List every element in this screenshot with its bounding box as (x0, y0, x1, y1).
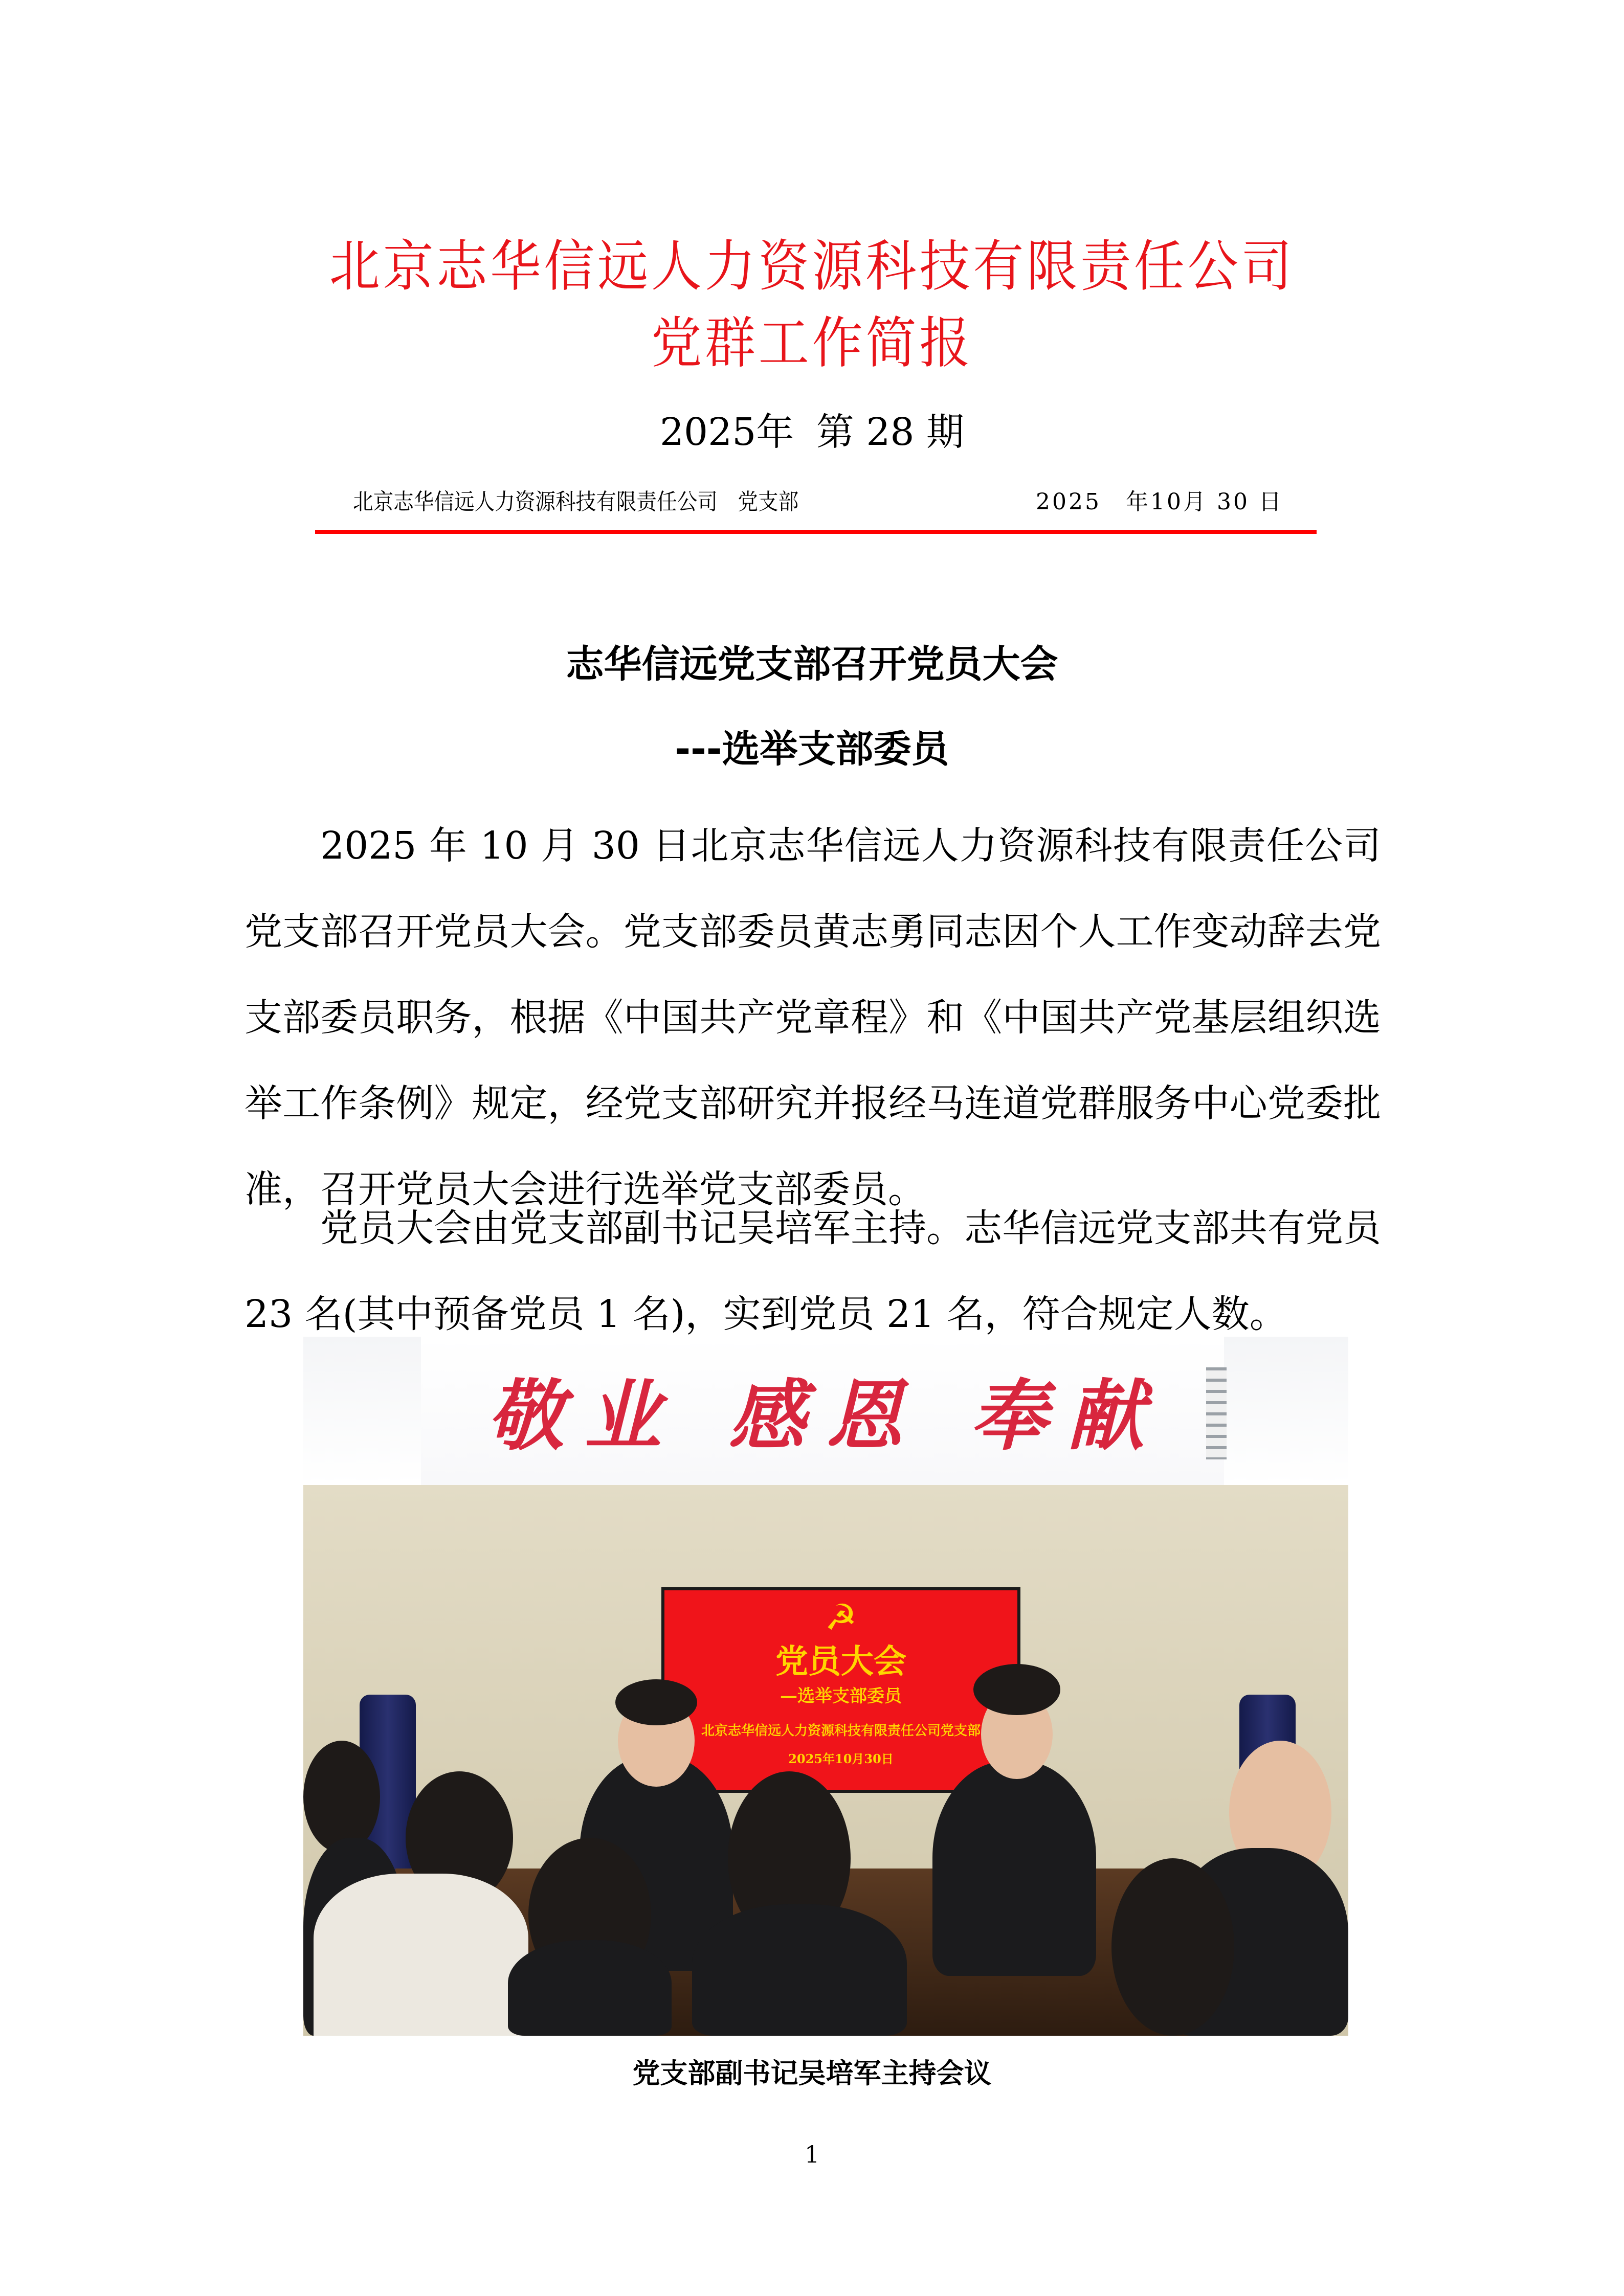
issue-number: 第 28 期 (816, 410, 965, 454)
issue-year: 2025年 (659, 410, 794, 454)
attendee-left-head (303, 1741, 380, 1853)
screen-subtitle: —选举支部委员 (780, 1686, 902, 1706)
vent-grille (1206, 1367, 1227, 1459)
wall-slogan: 敬业 感恩 奉献 (487, 1371, 1165, 1461)
article-subtitle: ---选举支部委员 (675, 727, 949, 771)
article-title: 志华信远党支部召开党员大会 (566, 642, 1058, 686)
page-number: 1 (804, 2141, 820, 2168)
attendee (692, 1904, 907, 2036)
attendee-head (1111, 1858, 1234, 2036)
display-screen (661, 1587, 1020, 1793)
party-emblem-icon: ☭ (825, 1596, 857, 1638)
person-hair (973, 1664, 1060, 1715)
masthead-org-name: 北京志华信远人力资源科技有限责任公司 (329, 235, 1295, 299)
attendee-white-jacket (314, 1874, 528, 2036)
meeting-photo (303, 1337, 1348, 2036)
masthead-divider (315, 530, 1317, 534)
screen-date: 2025年10月30日 (788, 1751, 894, 1766)
article-paragraph: 党员大会由党支部副书记吴培军主持。志华信远党支部共有党员 23 名(其中预备党员 1 名)，实到党员 21 名，符合规定人数。 (244, 1206, 1381, 1336)
publish-date: 2025 年10月 30 日 (1036, 489, 1283, 515)
attendee (508, 1940, 672, 2036)
screen-organization: 北京志华信远人力资源科技有限责任公司党支部 (701, 1723, 981, 1739)
photo-caption: 党支部副书记吴培军主持会议 (632, 2057, 992, 2089)
screen-title: 党员大会 (775, 1643, 906, 1681)
article-paragraph: 2025 年 10 月 30 日北京志华信远人力资源科技有限责任公司党支部召开党员大会。党支部委员黄志勇同志因个人工作变动辞去党支部委员职务，根据《中国共产党章程》和《中国共产党基层组织选举工作条例》规定，经党支部研究并报经马连道党群服务中心党委批准，召开党员大会进行选举党支部委员。 (244, 824, 1381, 1211)
publisher: 北京志华信远人力资源科技有限责任公司 党支部 (353, 489, 799, 515)
masthead-bulletin-name: 党群工作简报 (651, 311, 973, 375)
issue-line (0, 410, 1624, 454)
person-hair (615, 1679, 697, 1725)
person-host-female (932, 1761, 1096, 1976)
